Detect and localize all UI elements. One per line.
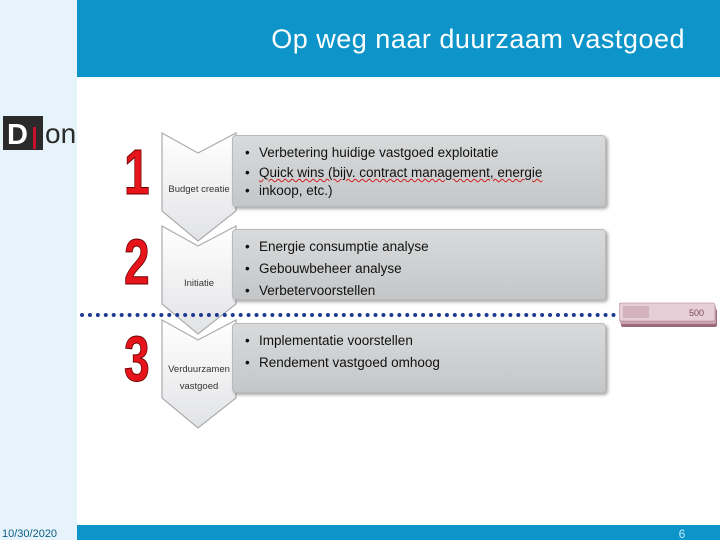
banknote-value: 500 (689, 308, 705, 318)
logo-red-bar (33, 127, 36, 149)
bullet-item: • Verbetervoorstellen (259, 280, 597, 302)
bullet-item: • Implementatie voorstellen (259, 330, 597, 352)
footer-bar (77, 525, 720, 540)
logo-text: on (45, 118, 77, 149)
step-label-2: Initiatie (183, 278, 215, 289)
bullet-item: • Verbetering huidige vastgoed exploitatie (259, 142, 597, 164)
step-box-1 (232, 135, 606, 207)
page-number: 6 (678, 527, 686, 541)
bullet-text: Quick wins (bijv. contract management, energie (259, 165, 543, 180)
footer-date: 10/30/2020 (2, 528, 58, 540)
chevron-down-icon (160, 318, 240, 438)
step-label-1: Budget creatie (168, 184, 230, 195)
bullet-item: • Rendement vastgoed omhoog (259, 352, 597, 374)
step-label-3b: vastgoed (179, 381, 219, 392)
slide-title: Op weg naar duurzaam vastgoed (271, 24, 685, 54)
bullet-item: • Energie consumptie analyse (259, 236, 597, 258)
logo-letter: D (7, 119, 28, 151)
bullet-item (259, 164, 597, 182)
bullet-continuation: • inkoop, etc.) (259, 182, 597, 200)
euro-banknotes-image (619, 301, 719, 328)
bullet-item: • Gebouwbeheer analyse (259, 258, 597, 280)
step-number-3: 3 (124, 323, 150, 395)
step-number-1: 1 (124, 136, 150, 208)
dotted-divider (80, 313, 640, 317)
logo-box (3, 116, 43, 150)
step-box-2 (232, 229, 606, 300)
step-number-2: 2 (124, 226, 150, 298)
step-box-3 (232, 323, 606, 393)
step-label-3a: Verduurzamen (168, 364, 230, 375)
left-sidebar-strip (0, 0, 77, 540)
dion-logo (3, 114, 77, 152)
